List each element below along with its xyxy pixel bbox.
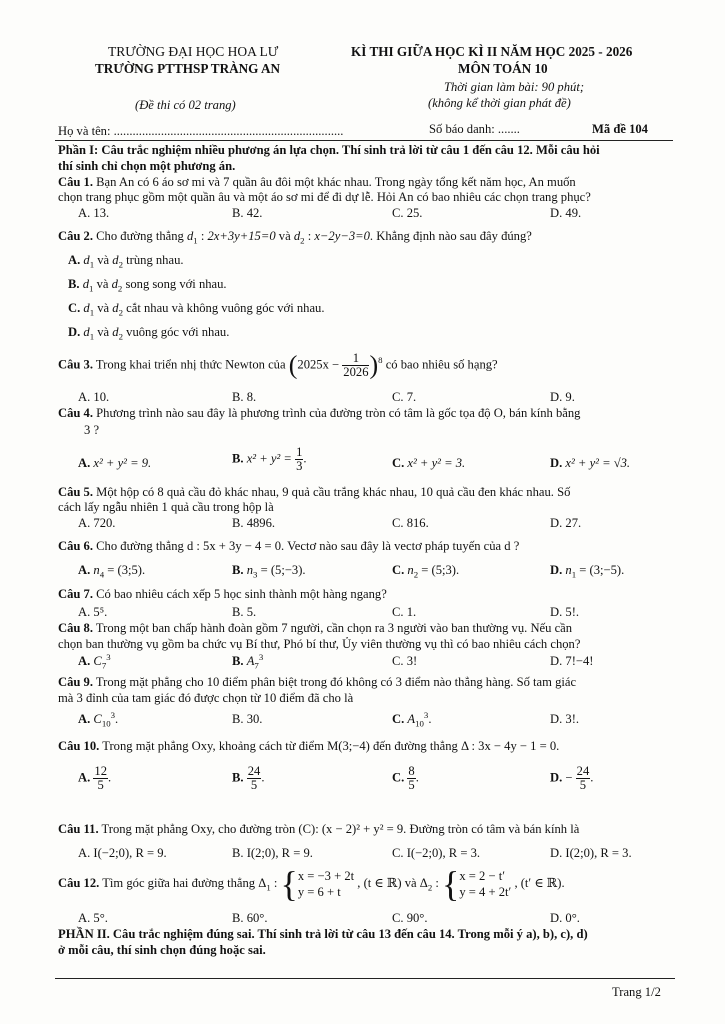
pages-note: (Đề thi có 02 trang) — [135, 98, 236, 112]
q5-option-c: C. 816. — [392, 516, 429, 530]
page-number: Trang 1/2 — [612, 985, 661, 999]
q3-option-d: D. 9. — [550, 390, 575, 404]
q4-option-c: C. x² + y² = 3. — [392, 456, 466, 470]
q12-option-a: A. 5°. — [78, 911, 108, 925]
question-3: Câu 3. Trong khai triển nhị thức Newton của (2025x − $\frac{1}{2026}$ )$^8$ có bao nhiêu số hạng? — [58, 350, 498, 380]
question-2: Câu 2. Cho đường thẳng $d_1$ : 2x+3y+15=0 và $d_2$ : x−2y−3=0. Khẳng định nào sau đây đúng? — [58, 229, 532, 246]
footer-divider — [55, 978, 675, 979]
q8-option-a: A. $C_7^3$ — [78, 651, 111, 671]
question-4-cont: 3 ? — [84, 423, 100, 437]
q9-option-b: B. 30. — [232, 712, 263, 726]
q10-option-c: C. $\frac{8}{5}$ . — [392, 764, 419, 792]
q3-option-c: C. 7. — [392, 390, 417, 404]
part1-title: Phần I: Câu trắc nghiệm nhiều phương án lựa chọn. Thí sinh trả lời từ câu 1 đến câu 12. Mỗi câu hỏi — [58, 143, 600, 157]
q8-option-d: D. 7!−4! — [550, 654, 594, 668]
q10-option-b: B. $\frac{24}{5}$ . — [232, 764, 265, 792]
question-8: Câu 8. Trong một ban chấp hành đoàn gồm 7 người, cần chọn ra 3 người vào ban thường vụ. Nếu cần — [58, 621, 573, 635]
subject-title: MÔN TOÁN 10 — [458, 61, 548, 76]
q8-option-c: C. 3! — [392, 654, 418, 668]
question-1: Câu 1. Bạn An có 6 áo sơ mi và 7 quần âu đôi một khác nhau. Trong ngày tổng kết năm học, An muốn — [58, 175, 576, 189]
header-divider — [55, 140, 673, 141]
q4-option-b: B. x² + y² = $\frac{1}{3}$ . — [232, 445, 307, 473]
q9-option-d: D. 3!. — [550, 712, 580, 726]
q1-option-a: A. 13. — [78, 206, 110, 220]
question-7: Câu 7. Có bao nhiêu cách xếp 5 học sinh thành một hàng ngang? — [58, 587, 387, 601]
q12-option-c: C. 90°. — [392, 911, 428, 925]
q1-option-b: B. 42. — [232, 206, 263, 220]
question-1-cont: chọn trang phục gồm một quần âu và một áo sơ mi để đi dự lễ. Hỏi An có bao nhiêu các chọn trang phục? — [58, 190, 591, 204]
q7-option-b: B. 5. — [232, 605, 257, 619]
q5-option-a: A. 720. — [78, 516, 116, 530]
q3-option-a: A. 10. — [78, 390, 110, 404]
q1-option-c: C. 25. — [392, 206, 423, 220]
q11-option-d: D. I(2;0), R = 3. — [550, 846, 632, 860]
q11-option-c: C. I(−2;0), R = 3. — [392, 846, 481, 860]
q11-option-b: B. I(2;0), R = 9. — [232, 846, 313, 860]
question-9: Câu 9. Trong mặt phẳng cho 10 điểm phân biệt trong đó không có 3 điểm nào thẳng hàng. Số tam giác — [58, 675, 577, 689]
q8-option-b: B. $A_7^3$ — [232, 651, 264, 671]
q6-option-a: A. $n_4$ = (3;5). — [78, 563, 146, 580]
exam-time-note: (không kể thời gian phát đề) — [428, 96, 571, 110]
q10-option-a: A. $\frac{12}{5}$ . — [78, 764, 112, 792]
q9-option-c: C. $A_{10}^3$. — [392, 709, 432, 729]
exam-time: Thời gian làm bài: 90 phút; — [444, 80, 585, 94]
school-name: TRƯỜNG PTTHSP TRÀNG AN — [95, 61, 281, 76]
question-5: Câu 5. Một hộp có 8 quả cầu đỏ khác nhau, 9 quả cầu trắng khác nhau, 10 quả cầu đen khác nhau. Số — [58, 485, 571, 499]
question-10: Câu 10. Trong mặt phẳng Oxy, khoảng cách từ điểm M(3;−4) đến đường thẳng Δ : 3x − 4y − 1 = 0. — [58, 739, 560, 753]
q6-option-b: B. $n_3$ = (5;−3). — [232, 563, 306, 580]
q3-option-b: B. 8. — [232, 390, 257, 404]
q6-option-d: D. $n_1$ = (3;−5). — [550, 563, 625, 580]
q2-option-d: D. $d_1$ và $d_2$ vuông góc với nhau. — [68, 325, 230, 342]
q7-option-a: A. 5⁵. — [78, 605, 108, 619]
candidate-number-field: Số báo danh: ....... — [429, 122, 520, 136]
q7-option-d: D. 5!. — [550, 605, 580, 619]
q2-option-a: A. $d_1$ và $d_2$ trùng nhau. — [68, 253, 184, 270]
question-6: Câu 6. Cho đường thẳng d : 5x + 3y − 4 = 0. Vectơ nào sau đây là vectơ pháp tuyến của d ? — [58, 539, 520, 553]
q5-option-d: D. 27. — [550, 516, 582, 530]
q12-option-b: B. 60°. — [232, 911, 268, 925]
q2-option-c: C. $d_1$ và $d_2$ cắt nhau và không vuông góc với nhau. — [68, 301, 325, 318]
q7-option-c: C. 1. — [392, 605, 417, 619]
q1-option-d: D. 49. — [550, 206, 582, 220]
q6-option-c: C. $n_2$ = (5;3). — [392, 563, 460, 580]
q5-option-b: B. 4896. — [232, 516, 276, 530]
question-11: Câu 11. Trong mặt phẳng Oxy, cho đường tròn (C): (x − 2)² + y² = 9. Đường tròn có tâm và bán kính là — [58, 822, 580, 836]
q2-option-b: B. $d_1$ và $d_2$ song song với nhau. — [68, 277, 227, 294]
question-9-cont: mà 3 đỉnh của tam giác đó được chọn từ 10 điểm đã cho là — [58, 691, 354, 705]
q4-option-a: A. x² + y² = 9. — [78, 456, 152, 470]
student-name-field: Họ và tên: ......................................................................... — [58, 124, 344, 138]
question-12: Câu 12. Tìm góc giữa hai đường thẳng $\Delta_1$ : {x = −3 + 2t y = 6 + t , (t ∈ ℝ) và $\Delta_2$ : {x = 2 − t′ y = 4 + 2t′ , (t′ ∈ ℝ). — [58, 864, 565, 904]
q11-option-a: A. I(−2;0), R = 9. — [78, 846, 167, 860]
part2-title-cont: ở mỗi câu, thí sinh chọn đúng hoặc sai. — [58, 943, 266, 957]
q4-option-d: D. x² + y² = √3. — [550, 456, 631, 470]
q12-option-d: D. 0°. — [550, 911, 580, 925]
question-5-cont: cách lấy ngẫu nhiên 1 quả cầu trong hộp là — [58, 500, 274, 514]
part1-title-cont: thí sinh chỉ chọn một phương án. — [58, 159, 236, 173]
exam-code: Mã đề 104 — [592, 122, 648, 136]
q9-option-a: A. $C_{10}^3$. — [78, 709, 119, 729]
q10-option-d: D. − $\frac{24}{5}$ . — [550, 764, 594, 792]
question-8-cont: chọn ban thường vụ gồm ba chức vụ Bí thư, Phó bí thư, Ủy viên thường vụ thì có bao nhiêu cách chọn? — [58, 637, 581, 651]
university-name: TRƯỜNG ĐẠI HỌC HOA LƯ — [108, 44, 279, 59]
question-4: Câu 4. Phương trình nào sau đây là phương trình của đường tròn có tâm là gốc tọa độ O, bán kính bằng — [58, 406, 581, 420]
exam-title: KÌ THI GIỮA HỌC KÌ II NĂM HỌC 2025 - 2026 — [351, 44, 633, 59]
part2-title: PHẦN II. Câu trắc nghiệm đúng sai. Thí sinh trả lời từ câu 13 đến câu 14. Trong mỗi ý a), b), c), d) — [58, 927, 588, 941]
